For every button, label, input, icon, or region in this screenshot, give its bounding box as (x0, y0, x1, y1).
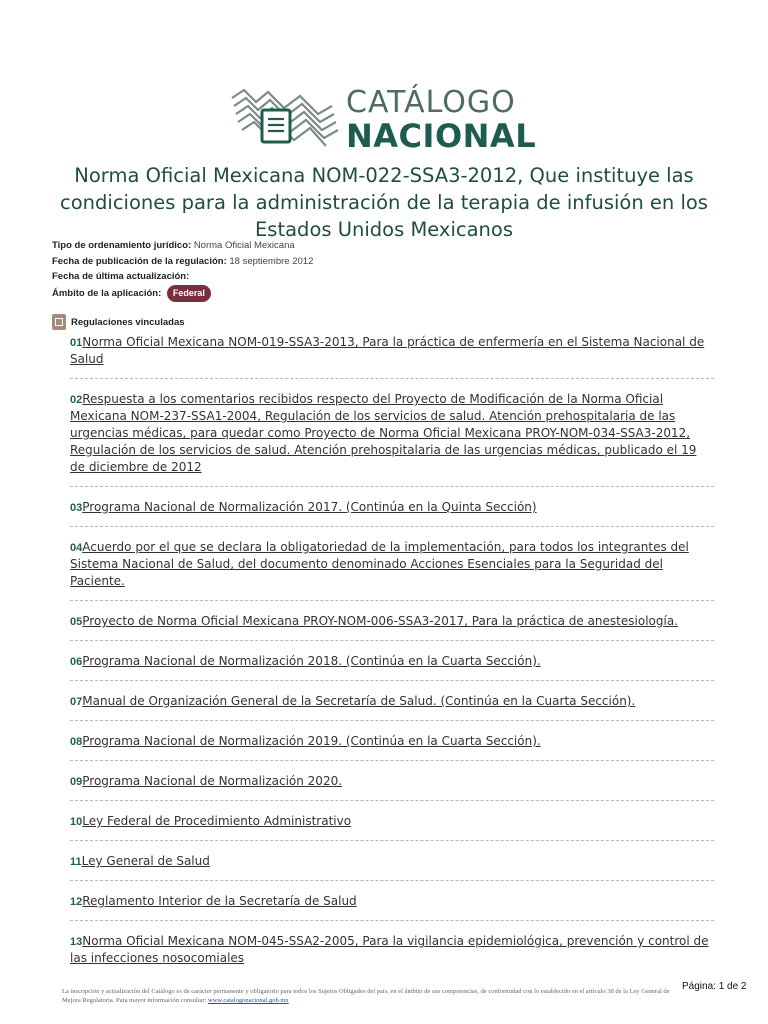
meta-tipo-value: Norma Oficial Mexicana (193, 240, 295, 251)
list-item (70, 495, 714, 527)
logo-emblem-icon (228, 88, 340, 160)
item-number: 05 (70, 616, 83, 628)
related-heading-text: Regulaciones vinculadas (71, 316, 185, 328)
list-item (70, 330, 714, 379)
item-number: 04 (70, 542, 83, 554)
meta-tipo (52, 238, 313, 254)
item-number: 01 (70, 337, 83, 349)
meta-ambito-label: Ámbito de la aplicación: (52, 287, 162, 299)
meta-fecha-pub-label: Fecha de publicación de la regulación: (52, 255, 227, 267)
regulation-link[interactable]: Reglamento Interior de la Secretaría de Salud (82, 894, 357, 908)
item-number: 09 (70, 776, 83, 788)
item-number: 08 (70, 736, 83, 748)
item-number: 11 (70, 856, 82, 868)
regulation-link[interactable]: Acuerdo por el que se declara la obligatoriedad de la implementación, para todos los integrantes del Sistema Nacional de Salud, del documento denominado Acciones Esenciales para la Seguridad del Paciente. (70, 540, 689, 588)
list-item (70, 649, 714, 681)
regulation-link[interactable]: Programa Nacional de Normalización 2017. (Continúa en la Quinta Sección) (82, 500, 537, 514)
logo-wordmark (346, 85, 537, 155)
list-item (70, 729, 714, 761)
item-number: 07 (70, 696, 83, 708)
document-title: Norma Oficial Mexicana NOM-022-SSA3-2012, Que instituye las condiciones para la administración de la terapia de infusión en los Estados Unidos Mexicanos (60, 164, 708, 241)
regulation-book-icon (52, 314, 66, 330)
meta-fecha-act-label: Fecha de última actualización: (52, 271, 190, 282)
list-item (70, 387, 714, 487)
regulation-link[interactable]: Programa Nacional de Normalización 2018. (Continúa en la Cuarta Sección). (82, 654, 541, 668)
footer-note (62, 987, 682, 1005)
regulation-link[interactable]: Manual de Organización General de la Secretaría de Salud. (Continúa en la Cuarta Sección). (82, 694, 636, 708)
item-number: 10 (70, 816, 83, 828)
regulation-link[interactable]: Norma Oficial Mexicana NOM-019-SSA3-2013, Para la práctica de enfermería en el Sistema Nacional de Salud (70, 335, 705, 366)
meta-ambito (52, 285, 313, 303)
regulation-link[interactable]: Ley Federal de Procedimiento Administrativo (82, 814, 352, 828)
list-item (70, 809, 714, 841)
list-item (70, 849, 714, 881)
list-item (70, 609, 714, 641)
logo-line-1: CATÁLOGO (346, 85, 516, 120)
meta-fecha-publicacion (52, 254, 313, 270)
catalogo-nacional-logo (228, 85, 538, 160)
ambito-badge: Federal (167, 285, 211, 303)
regulation-link[interactable]: Ley General de Salud (81, 854, 210, 868)
item-number: 03 (70, 502, 83, 514)
metadata-block (52, 238, 313, 302)
related-regulations-heading (52, 314, 185, 330)
footer-link[interactable]: www.catalogonacional.gob.mx (208, 997, 289, 1004)
regulation-link[interactable]: Proyecto de Norma Oficial Mexicana PROY-NOM-006-SSA3-2017, Para la práctica de anestesiología. (82, 614, 678, 628)
list-item (70, 889, 714, 921)
list-item (70, 769, 714, 801)
regulation-link[interactable]: Norma Oficial Mexicana NOM-045-SSA2-2005, Para la vigilancia epidemiológica, prevención y control de las infecciones nosocomiales (70, 934, 709, 965)
meta-fecha-pub-value: 18 septiembre 2012 (229, 255, 314, 267)
list-item (70, 689, 714, 721)
footer-text: La inscripción y actualización del Catálogo es de carácter permanente y obligatorio para todos los Sujetos Obligados del país, en el ámbito de sus competencias, de conformidad con lo establecido en el artículo 38 de la Ley General de Mejora Regulatoria. Para mayor información consultar: (62, 988, 670, 1004)
item-number: 13 (70, 936, 83, 948)
item-number: 06 (70, 656, 83, 668)
list-item (70, 535, 714, 601)
item-number: 02 (70, 394, 83, 406)
meta-tipo-label: Tipo de ordenamiento jurídico: (52, 240, 192, 251)
regulation-link[interactable]: Programa Nacional de Normalización 2020. (82, 774, 343, 788)
logo-line-2: NACIONAL (346, 117, 537, 155)
list-item (70, 929, 714, 977)
page-indicator: Página: 1 de 2 (682, 981, 747, 992)
regulation-link[interactable]: Respuesta a los comentarios recibidos respecto del Proyecto de Modificación de la Norma Oficial Mexicana NOM-237-SSA1-2004, Regulación de los servicios de salud. Atención prehospitalaria de las urgencias médicas, para quedar como Proyecto de Norma Oficial Mexicana PROY-NOM-034-SSA3-2012, Regulación de los servicios de salud. Atención prehospitalaria de las urgencias médicas, publicado el 19 de diciembre de 2012 (70, 392, 697, 474)
regulation-link[interactable]: Programa Nacional de Normalización 2019. (Continúa en la Cuarta Sección). (82, 734, 541, 748)
meta-fecha-actualizacion (52, 269, 313, 285)
related-regulations-list (70, 330, 714, 985)
item-number: 12 (70, 896, 83, 908)
